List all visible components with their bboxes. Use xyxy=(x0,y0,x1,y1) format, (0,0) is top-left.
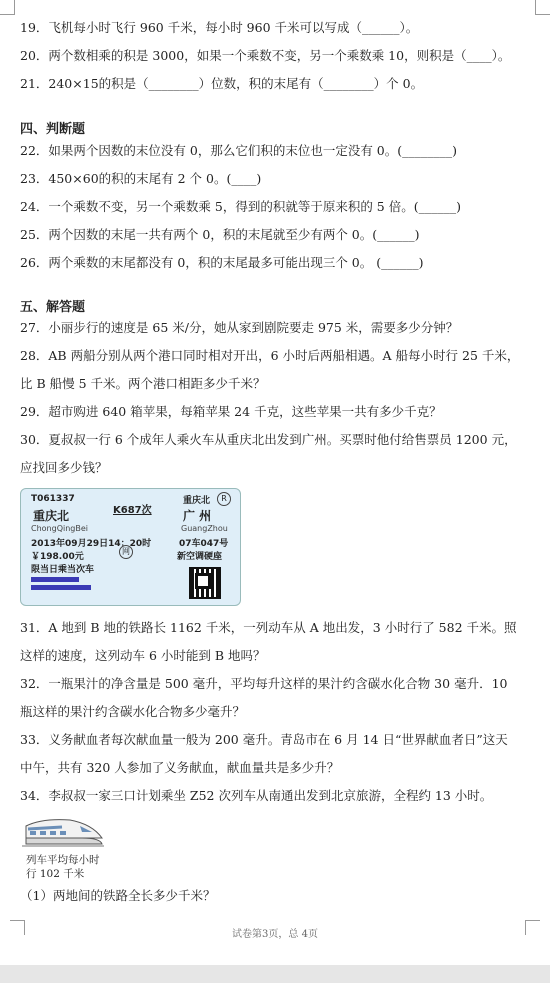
question-29: 29．超市购进 640 箱苹果，每箱苹果 24 千克，这些苹果一共有多少千克？ xyxy=(20,404,442,419)
section-heading-answer: 五、解答题 xyxy=(20,300,86,315)
question-32-line1: 32．一瓶果汁的净含量是 500 毫升，平均每升这样的果汁约含碳水化合物 30 毫升．10 xyxy=(20,676,508,691)
train-caption-line1: 列车平均每小时 xyxy=(26,854,100,866)
question-27: 27．小丽步行的速度是 65 米/分，她从家到剧院要走 975 米，需要多少分钟？ xyxy=(20,320,459,335)
viewer-background xyxy=(0,965,550,983)
question-31-line2: 这样的速度，这列动车 6 小时能到 B 地吗？ xyxy=(20,648,266,663)
ticket-seat: 07车047号 xyxy=(179,539,229,549)
question-32-line2: 瓶这样的果汁约含碳水化合物多少毫升？ xyxy=(20,704,246,719)
question-28-line2: 比 B 船慢 5 千米。两个港口相距多少千米？ xyxy=(20,376,266,391)
question-22: 22．如果两个因数的末位没有 0，那么它们积的末位也一定没有 0。(________) xyxy=(20,143,458,158)
ticket-to-pinyin: GuangZhou xyxy=(181,524,228,533)
train-caption-line2: 行 102 千米 xyxy=(26,868,85,880)
qr-code-icon xyxy=(195,573,211,589)
ticket-stripe xyxy=(31,577,79,582)
page-footer: 试卷第3页，总 4页 xyxy=(232,929,318,940)
ticket-to-station: 广 州 xyxy=(183,509,212,523)
question-28-line1: 28．AB 两船分别从两个港口同时相对开出，6 小时后两船相遇。A 船每小时行 25 千米， xyxy=(20,348,520,363)
section-heading-judge: 四、判断题 xyxy=(20,122,86,137)
question-21: 21．240×15的积是（________）位数，积的末尾有（________）个 0。 xyxy=(20,76,424,91)
ticket-note: 限当日乘当次车 xyxy=(31,565,95,575)
question-31-line1: 31．A 地到 B 地的铁路长 1162 千米，一列动车从 A 地出发，3 小时行了 582 千米。照 xyxy=(20,620,517,635)
question-34-part1: （1）两地间的铁路全长多少千米？ xyxy=(20,888,216,903)
train-ticket-image xyxy=(20,488,241,606)
question-25: 25．两个因数的末尾一共有两个 0，积的末尾就至少有两个 0。(______) xyxy=(20,227,420,242)
corner-mark xyxy=(0,0,15,15)
question-26: 26．两个乘数的末尾都没有 0，积的末尾最多可能出现三个 0。 (______) xyxy=(20,255,424,270)
question-20: 20．两个数相乘的积是 3000，如果一个乘数不变，另一个乘数乘 10，则积是（____）。 xyxy=(20,48,511,63)
question-33-line2: 中午，共有 320 人参加了义务献血，献血量共是多少升？ xyxy=(20,760,340,775)
question-34: 34．李叔叔一家三口计划乘坐 Z52 次列车从南通出发到北京旅游，全程约 13 小时。 xyxy=(20,788,493,803)
train-icon xyxy=(22,814,104,848)
registered-mark: R xyxy=(217,492,231,506)
ticket-to-station-top: 重庆北 xyxy=(183,496,211,506)
question-30-line1: 30．夏叔叔一行 6 个成年人乘火车从重庆北出发到广州。买票时他付给售票员 1200 元， xyxy=(20,432,517,447)
question-23: 23．450×60的积的末尾有 2 个 0。(____) xyxy=(20,171,262,186)
ticket-from-station: 重庆北 xyxy=(33,509,70,523)
question-24: 24．一个乘数不变，另一个乘数乘 5，得到的积就等于原来积的 5 倍。(______) xyxy=(20,199,461,214)
ticket-seat-class: 新空调硬座 xyxy=(177,552,223,562)
ticket-from-pinyin: ChongQingBei xyxy=(31,524,88,533)
ticket-number: T061337 xyxy=(31,494,75,504)
corner-mark xyxy=(535,0,550,15)
ticket-datetime: 2013年09月29日14：20时 xyxy=(31,539,152,549)
ticket-price: ￥198.00元 xyxy=(31,552,84,562)
ticket-stripe xyxy=(31,585,91,590)
question-19: 19．飞机每小时飞行 960 千米，每小时 960 千米可以写成（______）。 xyxy=(20,20,419,35)
net-mark: 网 xyxy=(119,545,133,559)
question-33-line1: 33．义务献血者每次献血量一般为 200 毫升。青岛市在 6 月 14 日“世界献血者日”这天 xyxy=(20,732,508,747)
ticket-train-number: K687次 xyxy=(113,505,152,516)
question-30-line2: 应找回多少钱？ xyxy=(20,460,108,475)
